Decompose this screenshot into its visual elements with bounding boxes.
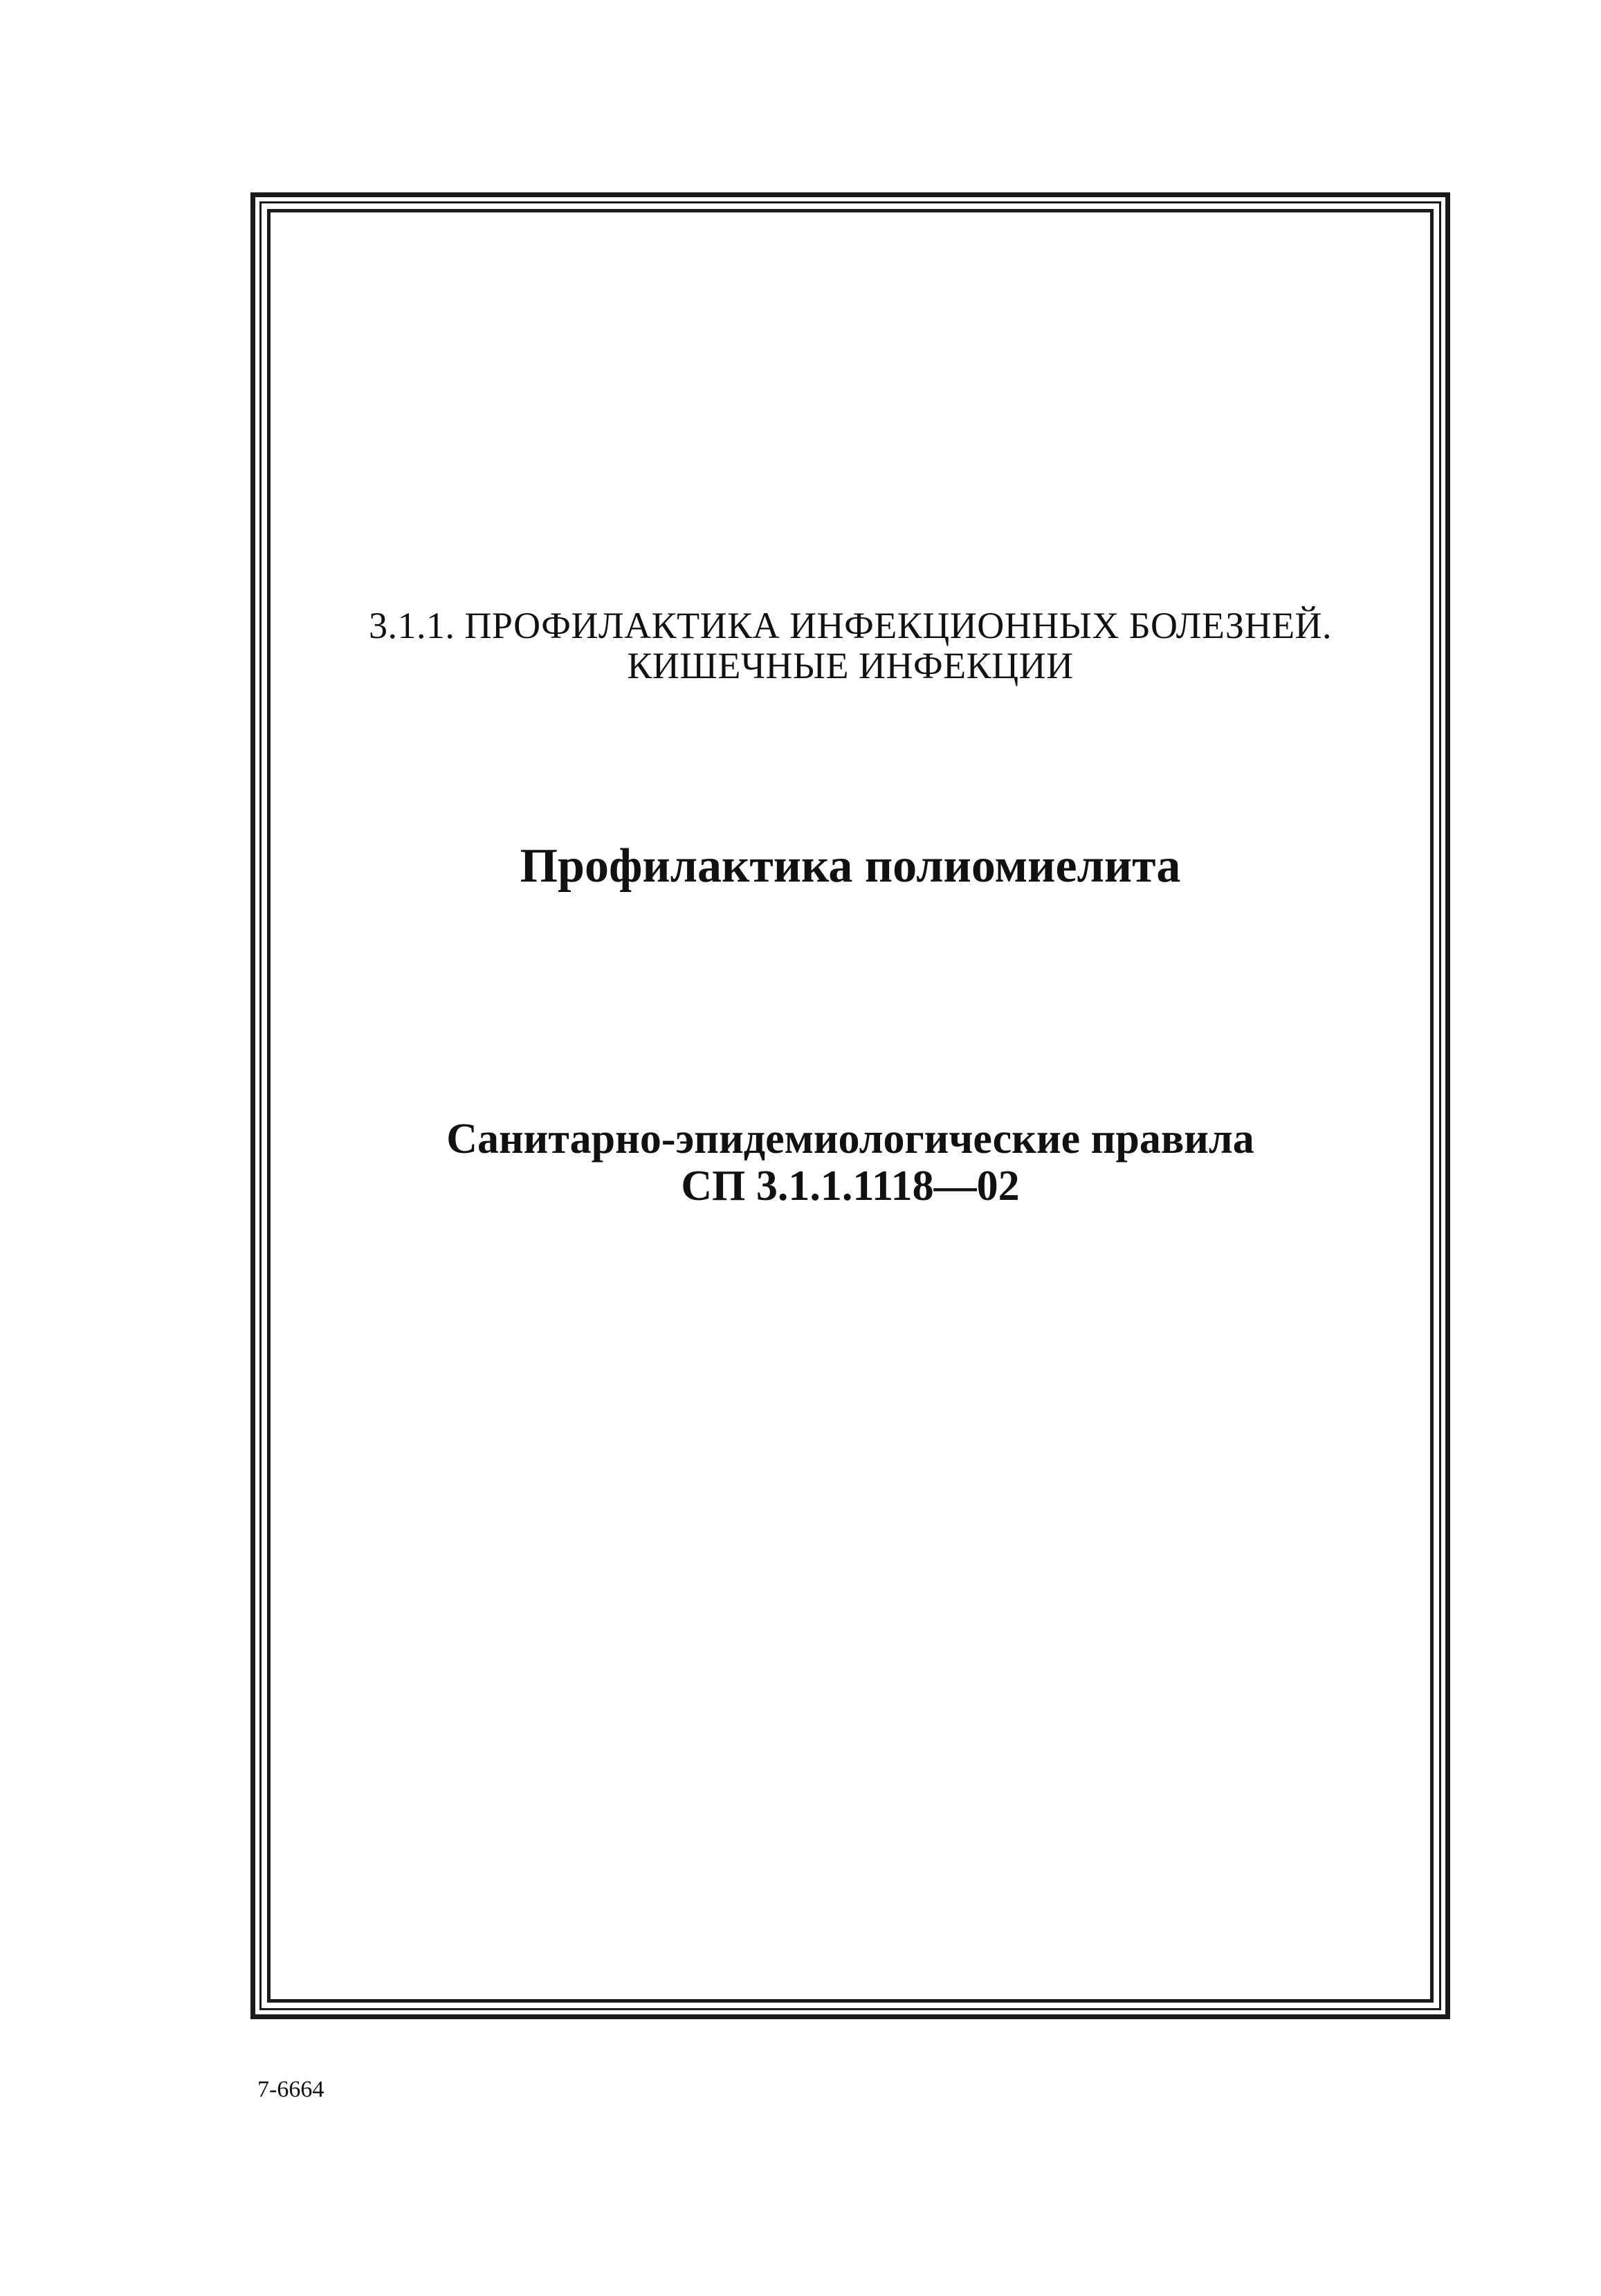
page-border-frame: [250, 192, 1450, 2019]
section-heading-line-2: КИШЕЧНЫЕ ИНФЕКЦИИ: [627, 645, 1074, 686]
catalog-number: 7-6664: [257, 2077, 324, 2102]
page-border-inner-line: [267, 209, 1434, 2003]
title-page-content: [271, 212, 1430, 1999]
document-type-label: Санитарно-эпидемиологические правила: [446, 1115, 1254, 1163]
document-code: СП 3.1.1.1118—02: [681, 1163, 1020, 1210]
section-heading-line-1: 3.1.1. ПРОФИЛАКТИКА ИНФЕКЦИОННЫХ БОЛЕЗНЕЙ.: [368, 605, 1333, 646]
document-type-block: [271, 1115, 1430, 1210]
document-title: Профилактика полиомиелита: [520, 839, 1181, 893]
section-heading: [271, 605, 1430, 686]
page-border-middle-line: [259, 201, 1441, 2010]
